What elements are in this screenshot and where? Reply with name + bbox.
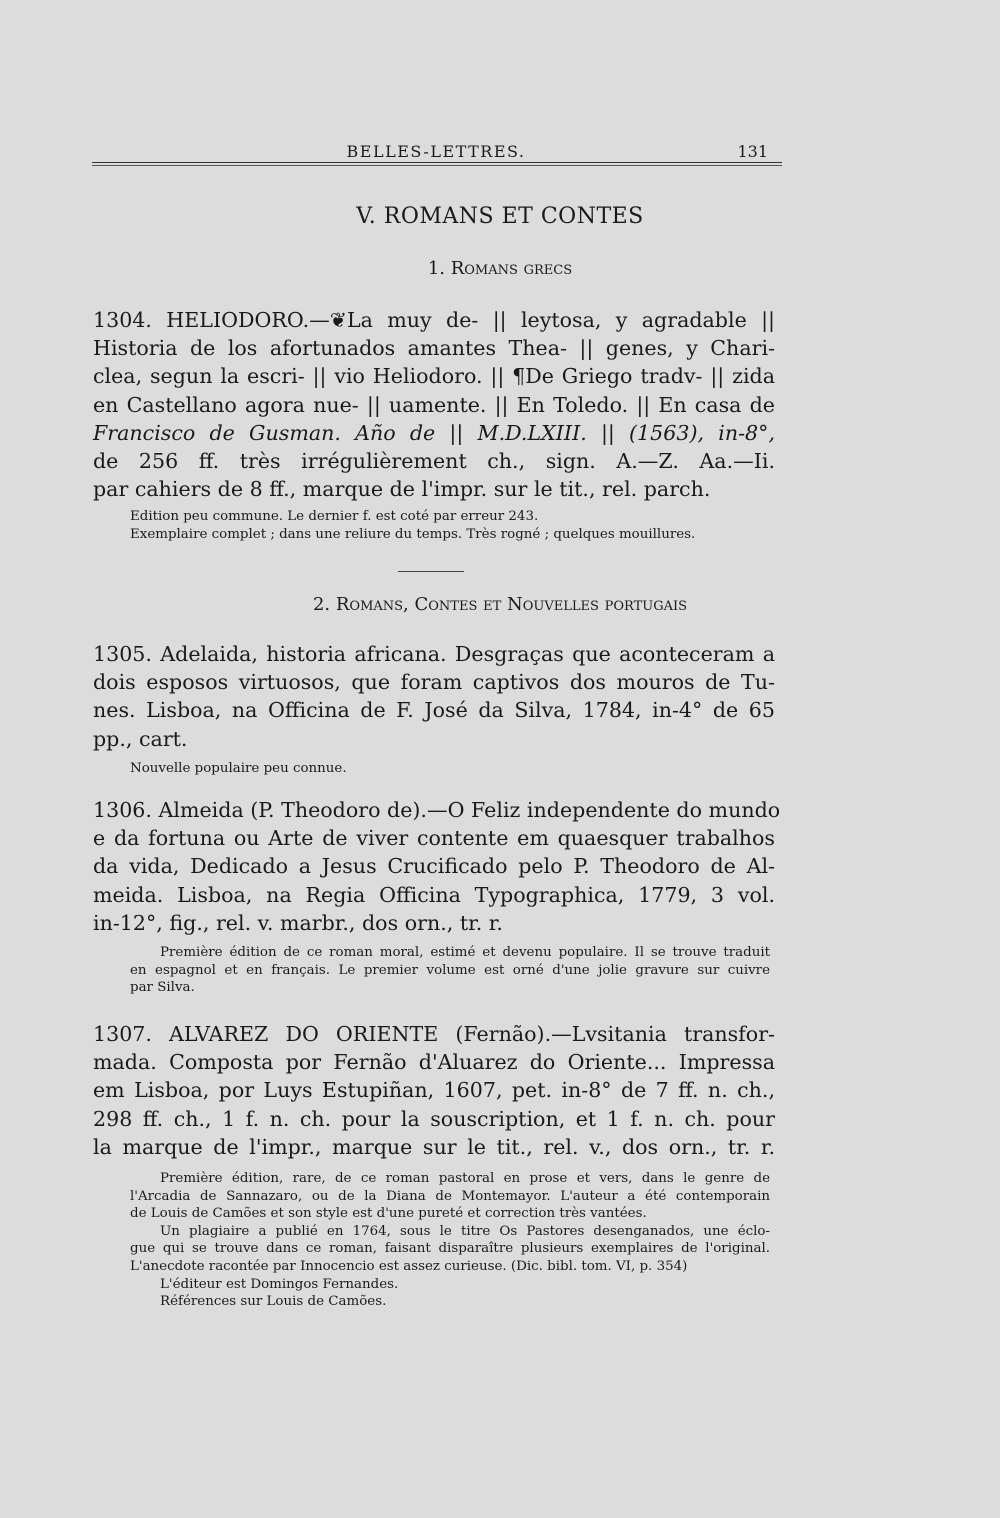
entry-line: e da fortuna ou Arte de viver contente em quaesquer trabalhos bbox=[93, 826, 775, 851]
note-1307 bbox=[130, 1170, 770, 1311]
note-line: Edition peu commune. Le dernier f. est coté par erreur 243. bbox=[130, 509, 539, 524]
note-line: de Louis de Camões et son style est d'une pureté et correction très vantées. bbox=[130, 1206, 647, 1222]
entry-line: mada. Composta por Fernão d'Aluarez do Oriente... Impressa bbox=[93, 1050, 775, 1075]
note-line: Nouvelle populaire peu connue. bbox=[130, 761, 347, 776]
note-line: l'Arcadia de Sannazaro, ou de la Diana de Montemayor. L'auteur a été contemporain bbox=[130, 1188, 770, 1204]
note-1304 bbox=[130, 508, 770, 543]
entry-line: da vida, Dedicado a Jesus Crucificado pelo P. Theodoro de Al- bbox=[93, 854, 775, 879]
entry-1305 bbox=[93, 640, 775, 753]
entry-line: meida. Lisboa, na Regia Officina Typographica, 1779, 3 vol. bbox=[93, 882, 775, 907]
entry-line: pp., cart. bbox=[93, 726, 188, 751]
note-line: L'éditeur est Domingos Fernandes. bbox=[160, 1276, 399, 1292]
page-number: 131 bbox=[737, 142, 768, 161]
note-line: Références sur Louis de Camões. bbox=[160, 1294, 387, 1310]
entry-line: par cahiers de 8 ff., marque de l'impr. sur le tit., rel. parch. bbox=[93, 477, 711, 502]
entry-line: 1304. HELIODORO.—❦La muy de- || leytosa, y agradable || bbox=[93, 308, 775, 332]
header-rule bbox=[92, 162, 782, 163]
entry-line: de 256 ff. très irrégulièrement ch., sign. A.—Z. Aa.—Ii. bbox=[93, 449, 775, 474]
running-header bbox=[92, 142, 780, 164]
section-title: V. ROMANS ET CONTES bbox=[356, 204, 644, 229]
entry-1306 bbox=[93, 796, 781, 937]
note-line: par Silva. bbox=[130, 980, 195, 996]
note-1305 bbox=[130, 760, 770, 778]
note-line: Un plagiaire a publié en 1764, sous le titre Os Pastores desenganados, une éclo- bbox=[160, 1223, 770, 1239]
entry-line: Historia de los afortunados amantes Thea- || genes, y Chari- bbox=[93, 336, 775, 361]
entry-line: 1306. Almeida (P. Theodoro de).—O Feliz independente do mundo bbox=[93, 798, 781, 822]
subsection-title-1: 1. Romans grecs bbox=[427, 258, 573, 279]
note-line: Première édition, rare, de ce roman pastoral en prose et vers, dans le genre de bbox=[160, 1171, 770, 1186]
entry-line: nes. Lisboa, na Officina de F. José da Silva, 1784, in-4° de 65 bbox=[93, 698, 775, 723]
entry-line: Francisco de Gusman. Año de || M.D.LXIII. || (1563), in-8°, bbox=[93, 420, 775, 445]
header-rule-thin bbox=[92, 165, 782, 166]
entry-line: la marque de l'impr., marque sur le tit., rel. v., dos orn., tr. r. bbox=[93, 1134, 775, 1159]
separator-rule bbox=[398, 571, 464, 572]
note-line: Première édition de ce roman moral, estimé et devenu populaire. Il se trouve traduit bbox=[160, 945, 770, 960]
entry-line: dois esposos virtuosos, que foram captivos dos mouros de Tu- bbox=[93, 670, 775, 695]
subsection-title-2: 2. Romans, Contes et Nouvelles portugais bbox=[312, 594, 688, 615]
entry-1307 bbox=[93, 1020, 775, 1161]
entry-line: 298 ff. ch., 1 f. n. ch. pour la souscription, et 1 f. n. ch. pour bbox=[93, 1106, 775, 1131]
entry-line: 1305. Adelaida, historia africana. Desgraças que aconteceram a bbox=[93, 642, 775, 666]
entry-line: en Castellano agora nue- || uamente. || En Toledo. || En casa de bbox=[93, 392, 775, 417]
entry-1304 bbox=[93, 306, 775, 503]
entry-line: in-12°, fig., rel. v. marbr., dos orn., tr. r. bbox=[93, 910, 503, 935]
note-1306 bbox=[130, 944, 770, 997]
entry-line: em Lisboa, por Luys Estupiñan, 1607, pet. in-8° de 7 ff. n. ch., bbox=[93, 1078, 775, 1103]
entry-line: clea, segun la escri- || vio Heliodoro. || ¶De Griego tradv- || zida bbox=[93, 364, 775, 389]
note-line: en espagnol et en français. Le premier volume est orné d'une jolie gravure sur cuivre bbox=[130, 962, 770, 978]
entry-line: 1307. ALVAREZ DO ORIENTE (Fernão).—Lvsitania transfor- bbox=[93, 1022, 775, 1046]
note-line: L'anecdote racontée par Innocencio est assez curieuse. (Dic. bibl. tom. VI, p. 354) bbox=[130, 1258, 688, 1274]
note-line: Exemplaire complet ; dans une reliure du temps. Très rogné ; quelques mouillures. bbox=[130, 526, 696, 542]
running-title: BELLES-LETTRES. bbox=[346, 142, 526, 161]
note-line: gue qui se trouve dans ce roman, faisant disparaître plusieurs exemplaires de l'original. bbox=[130, 1241, 770, 1257]
